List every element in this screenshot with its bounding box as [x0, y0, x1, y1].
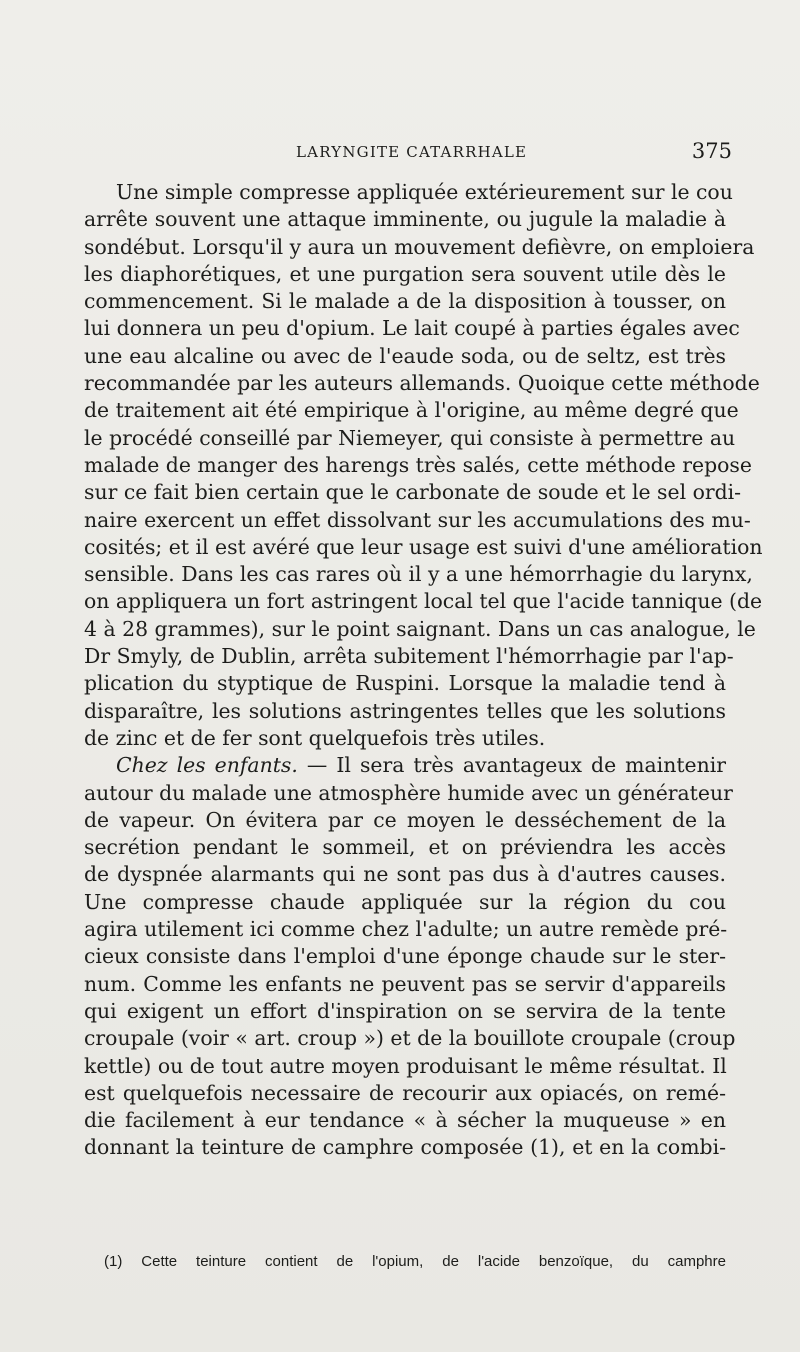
paragraph-lead-line — [84, 752, 726, 779]
text-line: Une simple compresse appliquée extérieurement sur le cou — [116, 180, 733, 204]
text-line: secrétion pendant le sommeil, et on préviendra les accès — [84, 835, 726, 860]
text-line: Une compresse chaude appliquée sur la région du cou — [84, 889, 726, 914]
footnote: (1) Cette teinture contient de l'opium, de l'acide benzoïque, du camphre — [104, 1253, 726, 1270]
running-title: LARYNGITE CATARRHALE — [296, 143, 528, 161]
text-line: disparaître, les solutions astringentes telles que les solutions — [84, 698, 726, 723]
text-line: kettle) ou de tout autre moyen produisant le même résultat. Il — [84, 1053, 727, 1078]
text-line: croupale (voir « art. croup ») et de la bouillote croupale (croup — [84, 1026, 736, 1051]
text-line: lui donnera un peu d'opium. Le lait coupé à parties égales avec — [84, 316, 740, 341]
text-line: naire exercent un effet dissolvant sur les accumulations des mu- — [84, 507, 751, 532]
text-line: les diaphorétiques, et une purgation sera souvent utile dès le — [84, 261, 726, 286]
text-line: de traitement ait été empirique à l'origine, au même degré que — [84, 398, 739, 423]
text-line: die facilement à eur tendance « à sécher la muqueuse » en — [84, 1108, 726, 1133]
text-line: recommandée par les auteurs allemands. Quoique cette méthode — [84, 371, 760, 396]
text-line: donnant la teinture de camphre composée (1), et en la combi- — [84, 1135, 726, 1160]
text-line: agira utilement ici comme chez l'adulte; un autre remède pré- — [84, 917, 728, 942]
text-line: de zinc et de fer sont quelquefois très utiles. — [84, 725, 546, 750]
text-line: cosités; et il est avéré que leur usage est suivi d'une amélioration — [84, 534, 763, 559]
body-text — [84, 179, 763, 1162]
page-header — [112, 139, 732, 169]
text-line: 4 à 28 grammes), sur le point saignant. Dans un cas analogue, le — [84, 616, 756, 641]
text-line: cieux consiste dans l'emploi d'une éponge chaude sur le ster- — [84, 944, 726, 969]
page-number: 375 — [691, 139, 732, 163]
text-line: num. Comme les enfants ne peuvent pas se servir d'appareils — [84, 971, 726, 996]
section-lead-italic: Chez les enfants. — [116, 753, 298, 778]
text-line: plication du styptique de Ruspini. Lorsque la maladie tend à — [84, 671, 726, 696]
text-line: de vapeur. On évitera par ce moyen le desséchement de la — [84, 807, 726, 832]
section-lead-rest: — Il sera très avantageux de maintenir — [297, 753, 726, 778]
text-line: arrête souvent une attaque imminente, ou jugule la maladie à — [84, 207, 726, 232]
text-line: le procédé conseillé par Niemeyer, qui consiste à permettre au — [84, 425, 736, 450]
text-line: est quelquefois necessaire de recourir aux opiacés, on remé- — [84, 1080, 726, 1105]
text-line: sensible. Dans les cas rares où il y a une hémorrhagie du larynx, — [84, 562, 753, 587]
text-line: de dyspnée alarmants qui ne sont pas dus à d'autres causes. — [84, 862, 726, 887]
text-line: malade de manger des harengs très salés, cette méthode repose — [84, 452, 752, 477]
text-line: sur ce fait bien certain que le carbonate de soude et le sel ordi- — [84, 480, 742, 505]
text-line: qui exigent un effort d'inspiration on se servira de la tente — [84, 998, 726, 1023]
text-line: Dr Smyly, de Dublin, arrêta subitement l'hémorrhagie par l'ap- — [84, 644, 734, 669]
text-line: sondébut. Lorsqu'il y aura un mouvement defièvre, on emploiera — [84, 234, 755, 259]
text-line: commencement. Si le malade a de la disposition à tousser, on — [84, 289, 726, 314]
text-line: autour du malade une atmosphère humide avec un générateur — [84, 780, 733, 805]
text-line: une eau alcaline ou avec de l'eaude soda, ou de seltz, est très — [84, 343, 726, 368]
text-line: on appliquera un fort astringent local tel que l'acide tannique (de — [84, 589, 763, 614]
